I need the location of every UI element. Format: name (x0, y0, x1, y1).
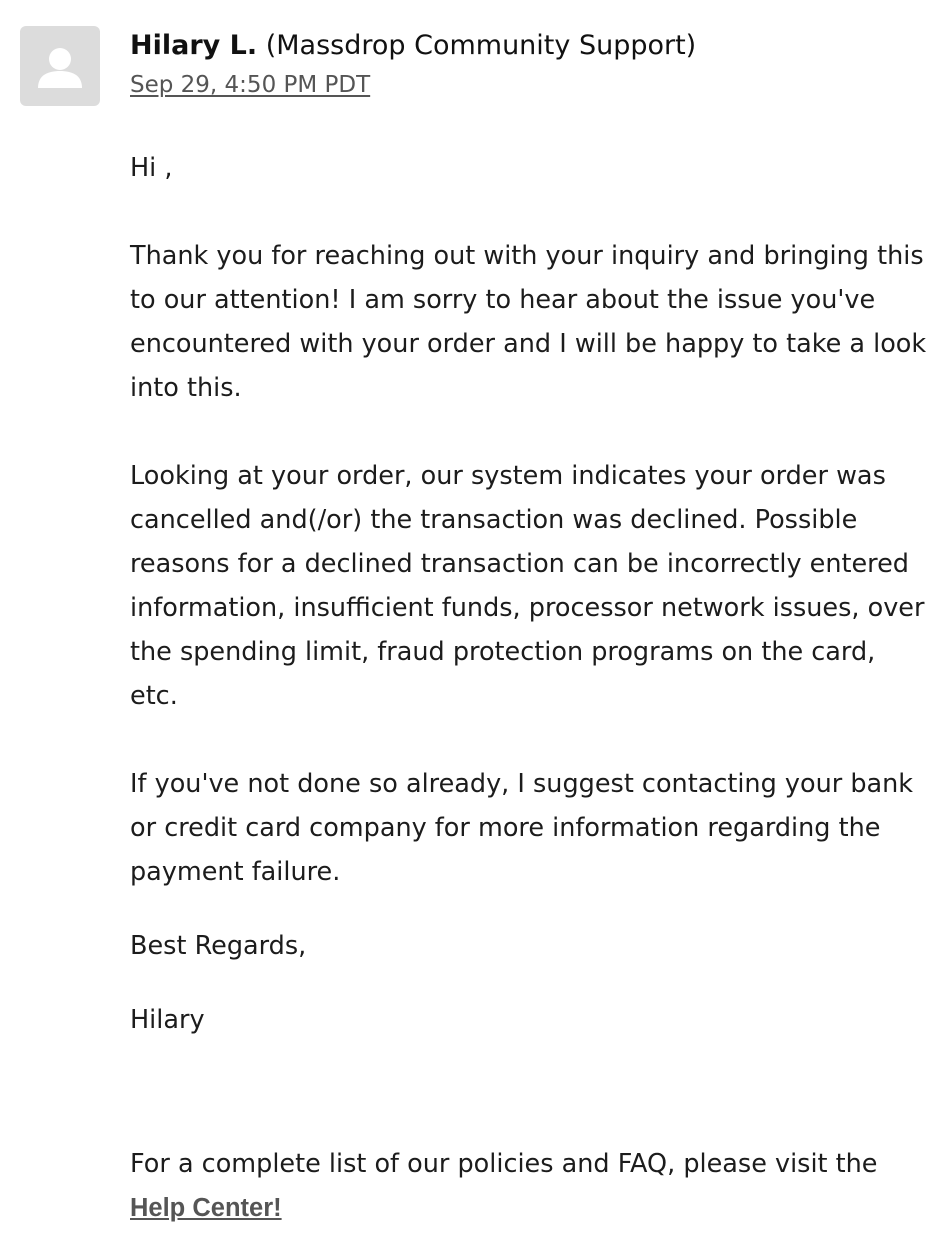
footer-text: For a complete list of our policies and FAQ, please visit the (130, 1149, 878, 1179)
author-line (130, 28, 932, 64)
greeting: Hi , (130, 153, 173, 183)
paragraph-suggestion: If you've not done so already, I suggest contacting your bank or credit card company for more information regarding the payment failure. (130, 769, 914, 887)
closing: Best Regards, (130, 931, 307, 961)
author-name: Hilary L. (130, 30, 258, 61)
signature: Hilary (130, 1005, 205, 1035)
timestamp-link[interactable]: Sep 29, 4:50 PM PDT (130, 72, 371, 98)
message-body (130, 146, 930, 1230)
user-avatar-icon (20, 26, 100, 106)
footer-note (130, 1142, 930, 1230)
message-header (130, 28, 932, 100)
paragraph-inquiry: Thank you for reaching out with your inquiry and bringing this to our attention! I am sorry to hear about the issue you've encountered with your order and I will be happy to take a look into this. (130, 241, 927, 403)
paragraph-order-status: Looking at your order, our system indicates your order was cancelled and(/or) the transaction was declined. Possible reasons for a declined transaction can be incorrectly entered information, insufficient funds, processor network issues, over the spending limit, fraud protection programs on the card, etc. (130, 461, 925, 711)
avatar (20, 26, 100, 106)
help-center-link[interactable]: Help Center! (130, 1194, 282, 1222)
author-role: (Massdrop Community Support) (265, 30, 697, 61)
